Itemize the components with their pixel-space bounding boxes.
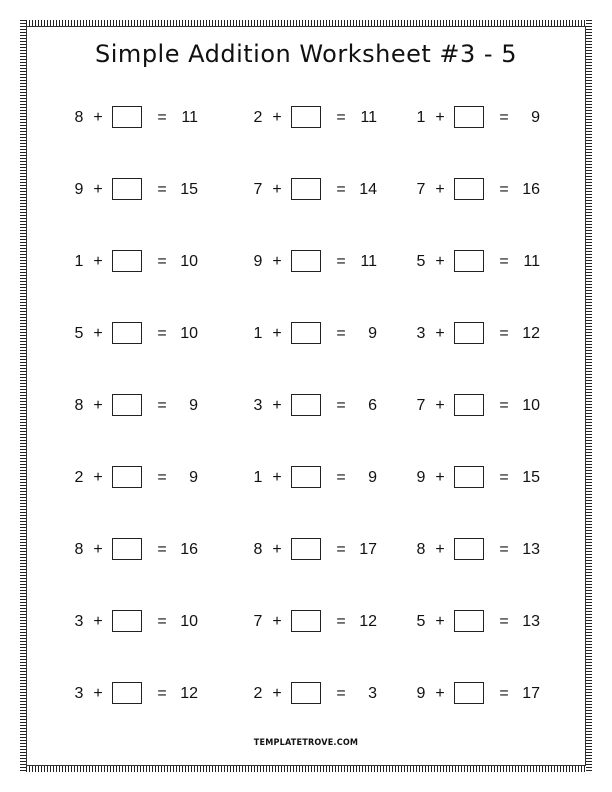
sum-value: 9 (368, 325, 377, 342)
problem-row (0, 172, 612, 208)
sum-value: 13 (522, 613, 540, 630)
addend: 8 (74, 109, 84, 126)
answer-box[interactable] (291, 322, 321, 344)
plus-sign: + (435, 469, 445, 486)
addend: 7 (416, 397, 426, 414)
addition-problem (72, 532, 202, 568)
addition-problem (414, 532, 544, 568)
plus-sign: + (435, 613, 445, 630)
problem-row (0, 676, 612, 712)
answer-box[interactable] (454, 178, 484, 200)
addition-problem (72, 388, 202, 424)
equals-sign: = (336, 469, 346, 486)
addend: 1 (253, 469, 263, 486)
plus-sign: + (272, 109, 282, 126)
plus-sign: + (435, 253, 445, 270)
problem-row (0, 244, 612, 280)
addition-problem (72, 460, 202, 496)
plus-sign: + (435, 109, 445, 126)
equals-sign: = (499, 109, 509, 126)
answer-box[interactable] (291, 538, 321, 560)
addend: 8 (74, 397, 84, 414)
addend: 5 (416, 613, 426, 630)
plus-sign: + (272, 325, 282, 342)
addend: 7 (253, 613, 263, 630)
equals-sign: = (157, 685, 167, 702)
addition-problem (251, 388, 381, 424)
addition-problem (251, 316, 381, 352)
addend: 3 (416, 325, 426, 342)
answer-box[interactable] (112, 610, 142, 632)
plus-sign: + (272, 397, 282, 414)
footer-site-name: TEMPLATETROVE.COM (253, 738, 359, 748)
addend: 7 (253, 181, 263, 198)
answer-box[interactable] (454, 106, 484, 128)
equals-sign: = (157, 469, 167, 486)
addition-problem (72, 244, 202, 280)
equals-sign: = (499, 685, 509, 702)
equals-sign: = (157, 181, 167, 198)
sum-value: 9 (189, 469, 198, 486)
answer-box[interactable] (454, 682, 484, 704)
answer-box[interactable] (291, 250, 321, 272)
plus-sign: + (435, 685, 445, 702)
sum-value: 17 (522, 685, 540, 702)
equals-sign: = (157, 109, 167, 126)
addend: 1 (416, 109, 426, 126)
sum-value: 6 (368, 397, 377, 414)
sum-value: 10 (180, 253, 198, 270)
addition-problem (414, 244, 544, 280)
sum-value: 16 (180, 541, 198, 558)
equals-sign: = (336, 109, 346, 126)
sum-value: 9 (189, 397, 198, 414)
addend: 9 (74, 181, 84, 198)
addend: 5 (74, 325, 84, 342)
plus-sign: + (435, 541, 445, 558)
equals-sign: = (499, 469, 509, 486)
addend: 9 (416, 469, 426, 486)
addend: 8 (253, 541, 263, 558)
addition-problem (72, 676, 202, 712)
sum-value: 12 (522, 325, 540, 342)
answer-box[interactable] (454, 322, 484, 344)
plus-sign: + (272, 613, 282, 630)
border-bottom (20, 766, 592, 772)
addition-problem (251, 244, 381, 280)
answer-box[interactable] (112, 682, 142, 704)
plus-sign: + (93, 613, 103, 630)
addend: 3 (74, 613, 84, 630)
sum-value: 11 (360, 109, 377, 126)
equals-sign: = (157, 253, 167, 270)
equals-sign: = (336, 397, 346, 414)
equals-sign: = (499, 541, 509, 558)
equals-sign: = (499, 613, 509, 630)
answer-box[interactable] (454, 610, 484, 632)
addend: 5 (416, 253, 426, 270)
answer-box[interactable] (112, 538, 142, 560)
problem-row (0, 100, 612, 136)
plus-sign: + (272, 253, 282, 270)
problem-row (0, 460, 612, 496)
equals-sign: = (336, 613, 346, 630)
addend: 8 (416, 541, 426, 558)
plus-sign: + (272, 181, 282, 198)
addition-problem (72, 100, 202, 136)
plus-sign: + (272, 469, 282, 486)
answer-box[interactable] (291, 178, 321, 200)
equals-sign: = (499, 325, 509, 342)
addend: 1 (74, 253, 84, 270)
addend: 2 (253, 109, 263, 126)
answer-box[interactable] (112, 466, 142, 488)
problem-row (0, 532, 612, 568)
equals-sign: = (157, 613, 167, 630)
addition-problem (72, 604, 202, 640)
addition-problem (414, 388, 544, 424)
addition-problem (251, 532, 381, 568)
addend: 7 (416, 181, 426, 198)
sum-value: 13 (522, 541, 540, 558)
equals-sign: = (499, 397, 509, 414)
addition-problem (414, 604, 544, 640)
plus-sign: + (93, 253, 103, 270)
addend: 2 (253, 685, 263, 702)
addition-problem (414, 316, 544, 352)
addition-problem (72, 316, 202, 352)
addend: 3 (74, 685, 84, 702)
problem-row (0, 388, 612, 424)
sum-value: 17 (359, 541, 377, 558)
answer-box[interactable] (454, 250, 484, 272)
answer-box[interactable] (112, 250, 142, 272)
sum-value: 10 (522, 397, 540, 414)
equals-sign: = (499, 181, 509, 198)
plus-sign: + (272, 685, 282, 702)
sum-value: 11 (181, 109, 198, 126)
addition-problem (251, 460, 381, 496)
equals-sign: = (336, 685, 346, 702)
addend: 9 (253, 253, 263, 270)
answer-box[interactable] (454, 538, 484, 560)
addition-problem (251, 604, 381, 640)
answer-box[interactable] (291, 610, 321, 632)
addition-problem (72, 172, 202, 208)
plus-sign: + (93, 397, 103, 414)
addend: 2 (74, 469, 84, 486)
equals-sign: = (336, 181, 346, 198)
sum-value: 15 (522, 469, 540, 486)
equals-sign: = (157, 397, 167, 414)
addend: 1 (253, 325, 263, 342)
addition-problem (414, 172, 544, 208)
sum-value: 3 (368, 685, 377, 702)
addition-problem (251, 676, 381, 712)
sum-value: 10 (180, 325, 198, 342)
addition-problem (414, 460, 544, 496)
plus-sign: + (272, 541, 282, 558)
plus-sign: + (435, 181, 445, 198)
sum-value: 9 (368, 469, 377, 486)
plus-sign: + (93, 325, 103, 342)
sum-value: 11 (360, 253, 377, 270)
answer-box[interactable] (112, 178, 142, 200)
sum-value: 12 (359, 613, 377, 630)
sum-value: 10 (180, 613, 198, 630)
plus-sign: + (93, 181, 103, 198)
plus-sign: + (93, 469, 103, 486)
addend: 3 (253, 397, 263, 414)
answer-box[interactable] (291, 466, 321, 488)
sum-value: 11 (523, 253, 540, 270)
addition-problem (414, 676, 544, 712)
answer-box[interactable] (454, 466, 484, 488)
answer-box[interactable] (291, 682, 321, 704)
plus-sign: + (435, 397, 445, 414)
plus-sign: + (435, 325, 445, 342)
addend: 9 (416, 685, 426, 702)
answer-box[interactable] (112, 106, 142, 128)
sum-value: 15 (180, 181, 198, 198)
worksheet-title: Simple Addition Worksheet #3 - 5 (95, 40, 517, 68)
equals-sign: = (336, 325, 346, 342)
addend: 8 (74, 541, 84, 558)
answer-box[interactable] (291, 394, 321, 416)
equals-sign: = (499, 253, 509, 270)
equals-sign: = (157, 541, 167, 558)
answer-box[interactable] (291, 106, 321, 128)
answer-box[interactable] (454, 394, 484, 416)
sum-value: 9 (531, 109, 540, 126)
answer-box[interactable] (112, 322, 142, 344)
plus-sign: + (93, 109, 103, 126)
equals-sign: = (157, 325, 167, 342)
plus-sign: + (93, 685, 103, 702)
problem-row (0, 316, 612, 352)
sum-value: 12 (180, 685, 198, 702)
sum-value: 14 (359, 181, 377, 198)
addition-problem (414, 100, 544, 136)
equals-sign: = (336, 541, 346, 558)
addition-problem (251, 100, 381, 136)
addition-problem (251, 172, 381, 208)
problem-row (0, 604, 612, 640)
sum-value: 16 (522, 181, 540, 198)
plus-sign: + (93, 541, 103, 558)
answer-box[interactable] (112, 394, 142, 416)
equals-sign: = (336, 253, 346, 270)
